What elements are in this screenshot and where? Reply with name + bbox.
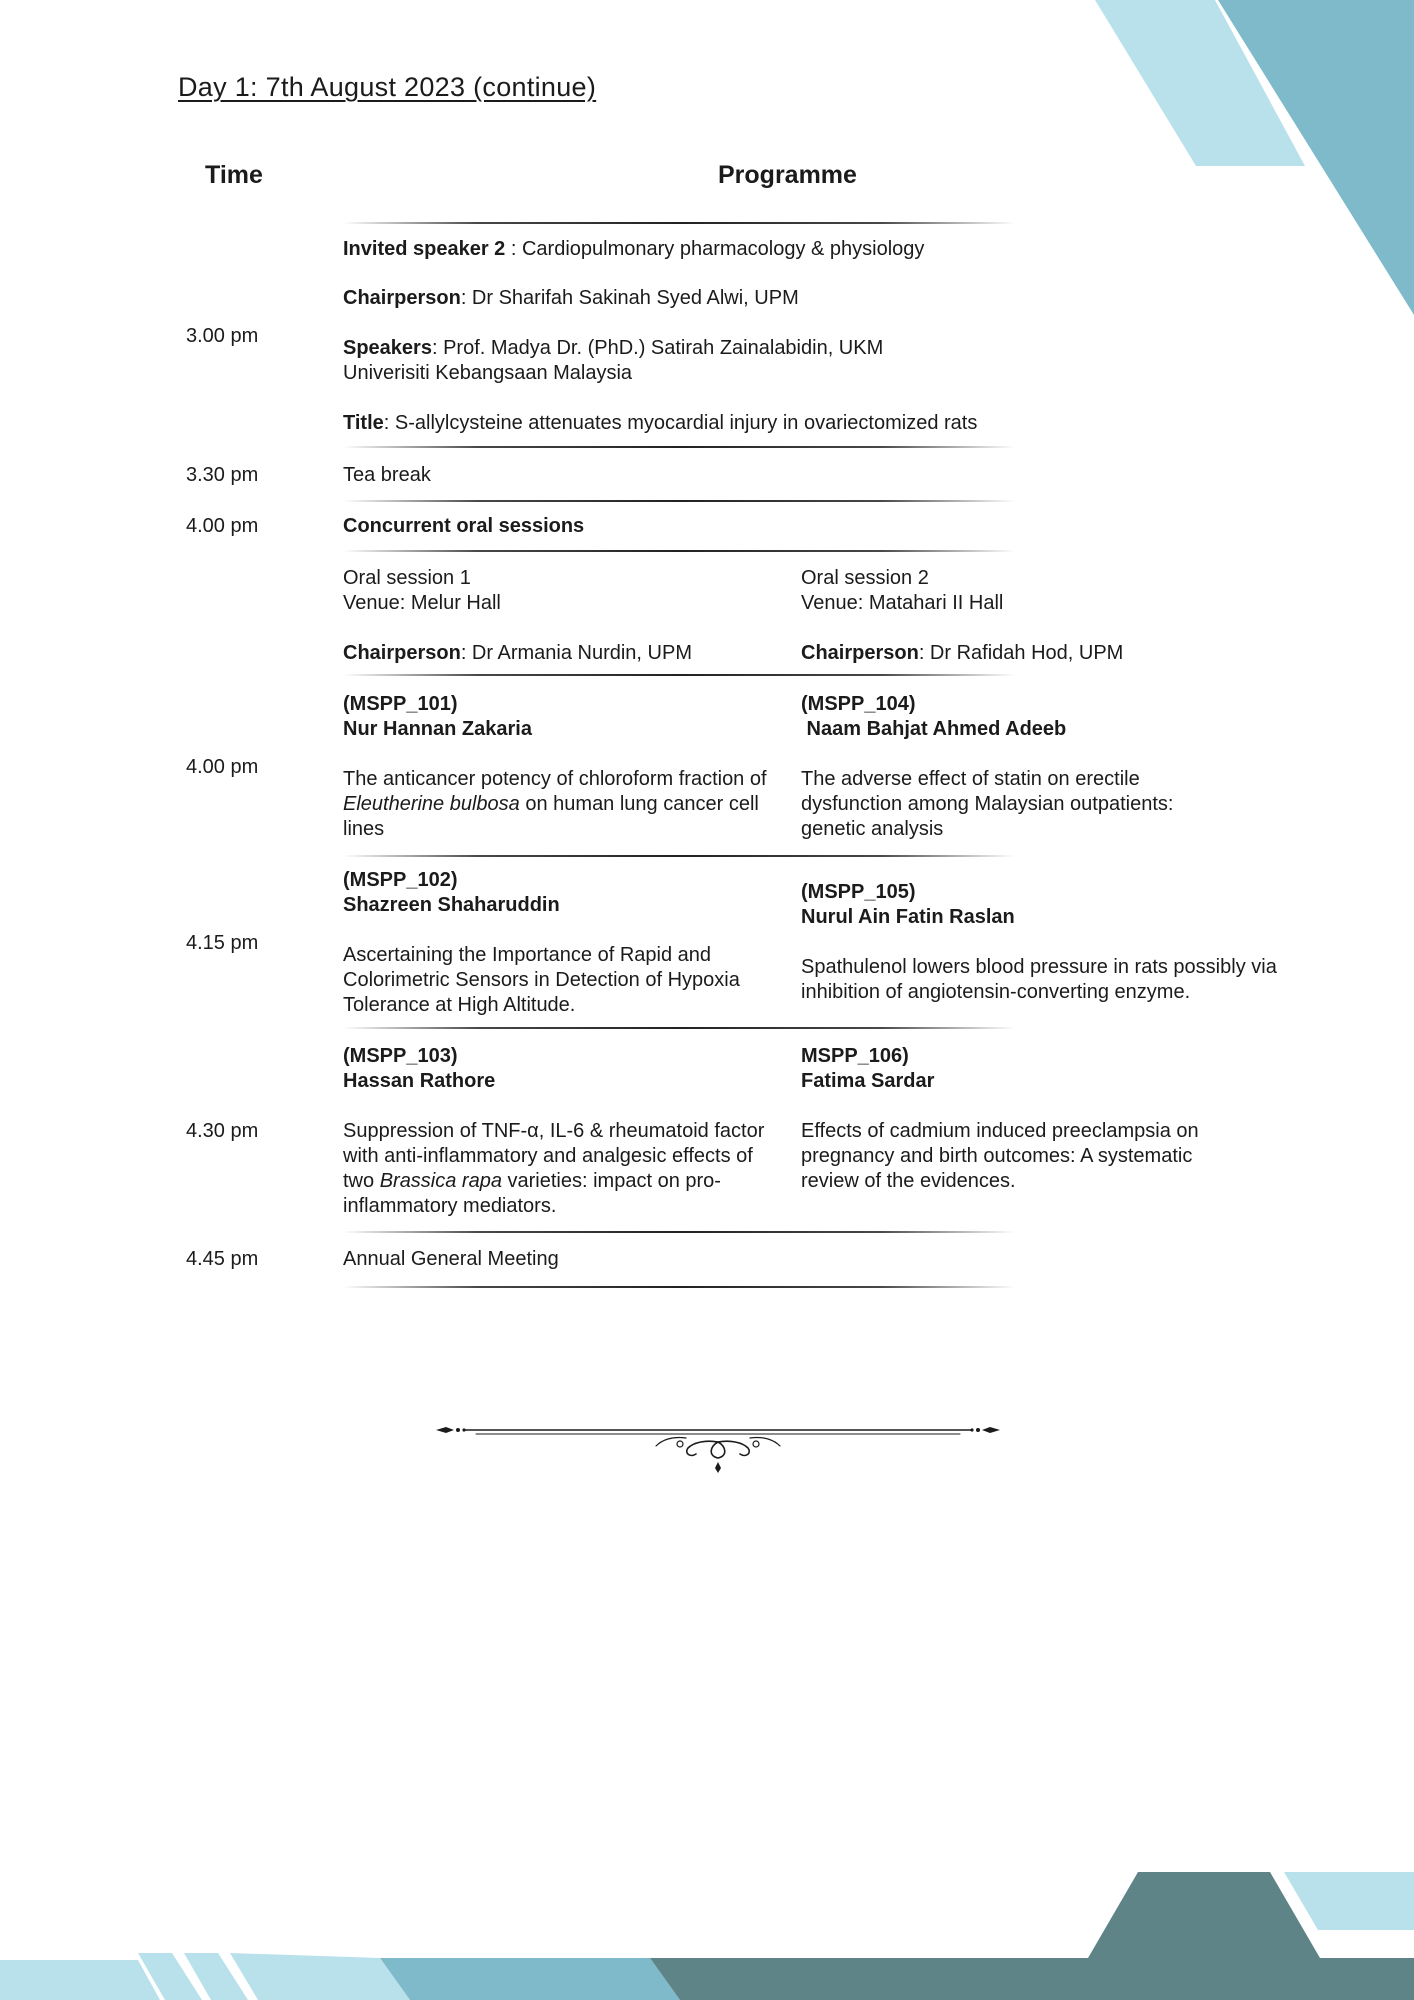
abstract-title: The anticancer potency of chloroform fraction of Eleutherine bulbosa on human lung cancer cell lines [343,768,767,840]
invited-speaker-line: Invited speaker 2 : Cardiopulmonary pharmacology & physiology [343,238,925,260]
divider [343,500,1015,502]
session-2-name: Oral session 2 [801,567,929,589]
bottom-mid-blue-shape [380,1958,680,2000]
time-slot: 4.00 pm [186,515,259,537]
ornamental-divider-icon [436,1418,1000,1474]
time-slot: 3.00 pm [186,325,259,347]
session-1-venue: Venue: Melur Hall [343,592,501,614]
speakers-affiliation: Univerisiti Kebangsaan Malaysia [343,362,633,384]
author-name: Fatima Sardar [801,1070,935,1092]
time-slot: 4.30 pm [186,1120,259,1142]
abstract-code: (MSPP_105) [801,881,916,903]
session-2-venue: Venue: Matahari II Hall [801,592,1004,614]
session-1-name: Oral session 1 [343,567,471,589]
author-name: Nurul Ain Fatin Raslan [801,906,1015,928]
chairperson-line: Chairperson: Dr Sharifah Sakinah Syed Alwi, UPM [343,287,799,309]
abstract-code: (MSPP_102) [343,869,458,891]
divider [343,855,1015,857]
divider [343,1027,1015,1029]
time-slot: 4.45 pm [186,1248,259,1270]
session-1-chairperson: Chairperson: Dr Armania Nurdin, UPM [343,642,692,664]
divider [343,550,1015,552]
talk-title-line: Title: S-allylcysteine attenuates myocardial injury in ovariectomized rats [343,412,978,434]
divider [343,222,1015,224]
abstract-title: Effects of cadmium induced preeclampsia on pregnancy and birth outcomes: A systematic review of the evidences. [801,1120,1199,1192]
author-name: Naam Bahjat Ahmed Adeeb [801,718,1067,740]
author-name: Hassan Rathore [343,1070,496,1092]
session-2-chairperson: Chairperson: Dr Rafidah Hod, UPM [801,642,1124,664]
abstract-title: Suppression of TNF-α, IL-6 & rheumatoid factor with anti-inflammatory and analgesic effects of two Brassica rapa varieties: impact on pro-inflammatory mediators. [343,1120,765,1217]
author-name: Shazreen Shaharuddin [343,894,560,916]
concurrent-sessions-heading: Concurrent oral sessions [343,515,585,537]
time-slot: 4.15 pm [186,932,259,954]
annual-general-meeting: Annual General Meeting [343,1248,559,1270]
bottom-left-light-shape [0,1960,160,2000]
divider [343,446,1015,448]
time-column-header: Time [205,161,263,189]
bottom-right-light-shape [1284,1872,1414,1930]
tea-break: Tea break [343,464,431,486]
time-slot: 3.30 pm [186,464,259,486]
programme-column-header: Programme [718,161,857,189]
abstract-code: (MSPP_101) [343,693,458,715]
divider [343,1231,1015,1233]
abstract-title: The adverse effect of statin on erectile dysfunction among Malaysian outpatients: genetic analysis [801,768,1174,840]
abstract-code: (MSPP_103) [343,1045,458,1067]
divider [343,674,1015,676]
author-name: Nur Hannan Zakaria [343,718,532,740]
abstract-code: MSPP_106) [801,1045,909,1067]
abstract-title: Ascertaining the Importance of Rapid and Colorimetric Sensors in Detection of Hypoxia Tolerance at High Altitude. [343,944,740,1016]
time-slot: 4.00 pm [186,756,259,778]
page-title: Day 1: 7th August 2023 (continue) [178,72,597,102]
abstract-code: (MSPP_104) [801,693,916,715]
abstract-title: Spathulenol lowers blood pressure in rats possibly via inhibition of angiotensin-converting enzyme. [801,956,1277,1003]
speakers-line: Speakers: Prof. Madya Dr. (PhD.) Satirah Zainalabidin, UKM [343,337,884,359]
divider [343,1286,1015,1288]
